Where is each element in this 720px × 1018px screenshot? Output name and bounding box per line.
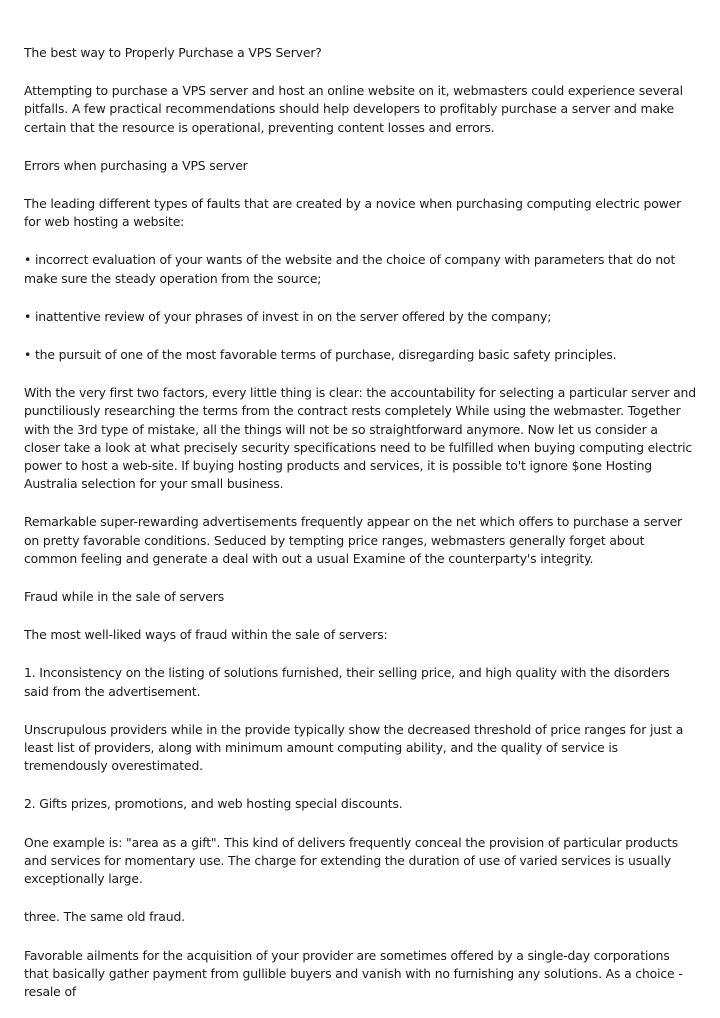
numbered-item-1: 1. Inconsistency on the listing of solutions furnished, their selling price, and high quality with the disorders said from the advertisement. bbox=[24, 665, 670, 699]
bullet-item-3: • the pursuit of one of the most favorable terms of purchase, disregarding basic safety principles. bbox=[24, 347, 617, 363]
paragraph-favorable-ailments: Favorable ailments for the acquisition of your provider are sometimes offered by a single-day corporations that basically gather payment from gullible buyers and vanish with no furnishing any solutions. As a choice - resale of bbox=[24, 947, 683, 999]
paragraph-gift-example: One example is: "area as a gift". This kind of delivers frequently conceal the provision of particular products and services for momentary use. The charge for extending the duration of use of varied services is usually exceptionally large. bbox=[24, 834, 679, 887]
article-body bbox=[24, 44, 696, 1018]
bullet-item-1: • incorrect evaluation of your wants of the website and the choice of company with parameters that do not make sure the steady operation from the source; bbox=[24, 252, 676, 286]
bullet-item-2: • inattentive review of your phrases of invest in on the server offered by the company; bbox=[24, 308, 552, 324]
paragraph-unscrupulous: Unscrupulous providers while in the provide typically show the decreased threshold of price ranges for just a least list of providers, along with minimum amount computing ability, and the quality of service is tremendously overestimated. bbox=[24, 721, 684, 774]
paragraph-advertisements: Remarkable super-rewarding advertisements frequently appear on the net which offers to purchase a server on pretty favorable conditions. Seduced by tempting price ranges, webmasters generally forget about common feeling and generate a deal with out a usual Examine of the counterparty's integrity. bbox=[24, 514, 682, 566]
section-heading-fraud: Fraud while in the sale of servers bbox=[24, 589, 225, 605]
paragraph-accountability: With the very first two factors, every little thing is clear: the accountability for selecting a particular server and punctiliously researching the terms from the contract rests completely While using the webmaster. Together with the 3rd type of mistake, all the things will not be so straightforward anymore. Now let us consider a closer take a look at what precisely security specifications need to be fulfilled when buying computing electric power to host a web-site. If buying hosting products and services, it is possible to't ignore $one Hosting Australia selection for your small business. bbox=[24, 385, 696, 492]
article-title: The best way to Properly Purchase a VPS Server? bbox=[24, 45, 322, 60]
paragraph-fraud-ways: The most well-liked ways of fraud within the sale of servers: bbox=[24, 627, 388, 643]
numbered-item-3: three. The same old fraud. bbox=[24, 909, 185, 925]
section-heading-errors: Errors when purchasing a VPS server bbox=[24, 157, 248, 173]
numbered-item-2: 2. Gifts prizes, promotions, and web hosting special discounts. bbox=[24, 796, 403, 812]
paragraph-faults-intro: The leading different types of faults that are created by a novice when purchasing computing electric power for web hosting a website: bbox=[24, 196, 682, 230]
paragraph-intro: Attempting to purchase a VPS server and host an online website on it, webmasters could experience several pitfalls. A few practical recommendations should help developers to profitably purchase a server and make certain that the resource is operational, preventing content losses and errors. bbox=[24, 83, 683, 135]
